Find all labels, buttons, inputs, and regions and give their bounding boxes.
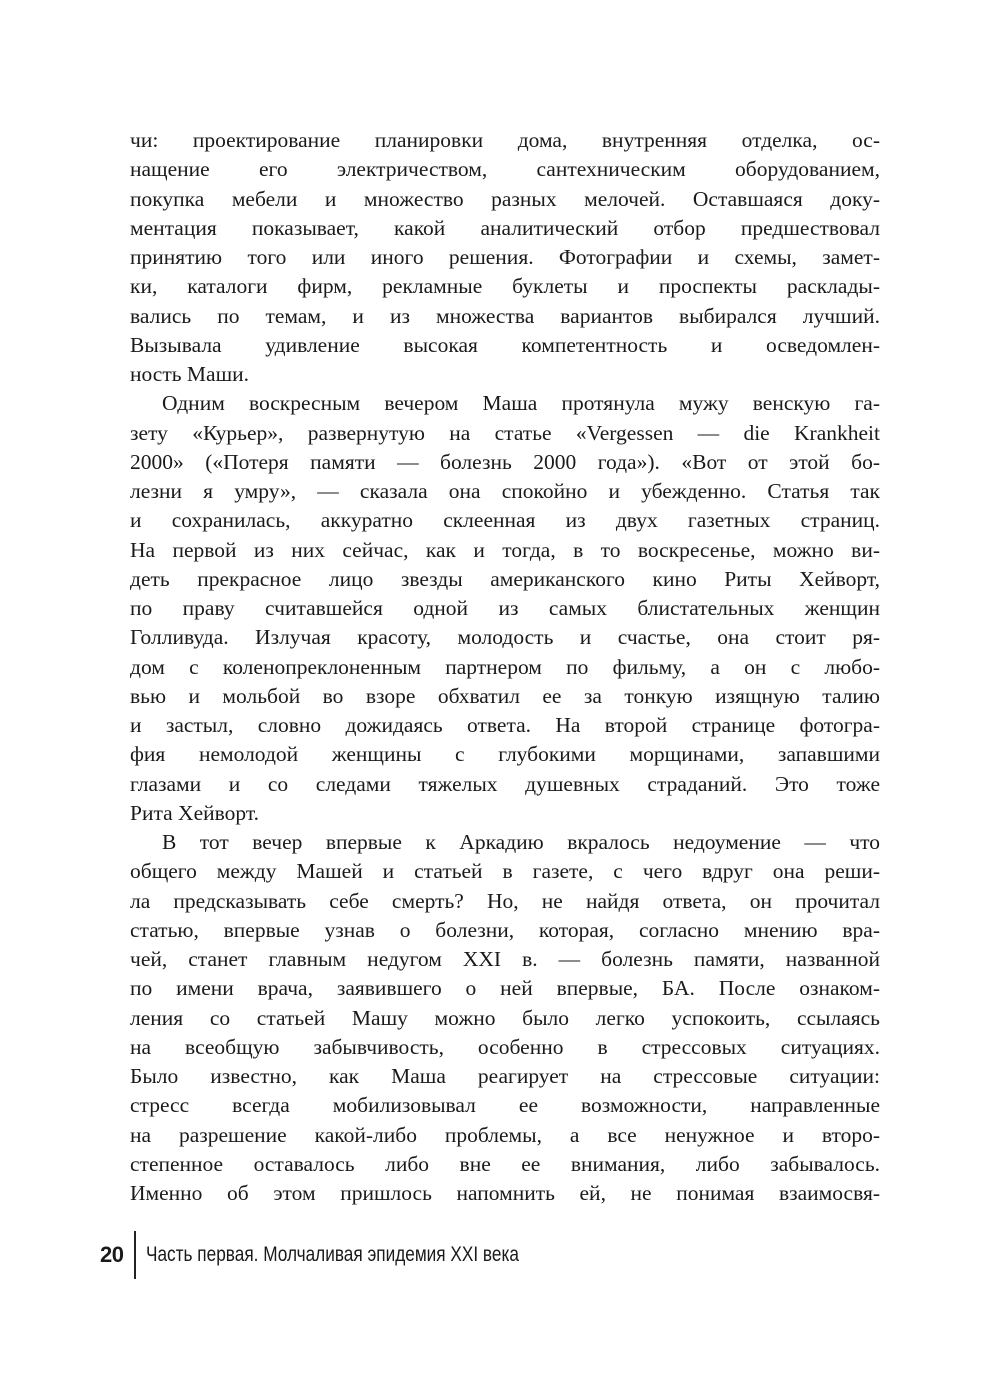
text-line: статью, впервые узнав о болезни, которая, согласно мнению вра- [130,917,880,942]
text-line: по праву считавшейся одной из самых блистательных женщин [130,596,880,620]
page-footer [100,1230,601,1280]
text-line: Вызывала удивление высокая компетентность и осведомлен- [130,332,880,357]
text-line: На первой из них сейчас, как и тогда, в то воскресенье, можно ви- [130,537,880,562]
text-line: фия немолодой женщины с глубокими морщинами, запавшими [130,742,880,767]
text-line: на разрешение какой-либо проблемы, а все ненужное и второ- [130,1122,880,1147]
text-line: зету «Курьер», развернутую на статье «Vergessen — die Krankheit [130,420,880,445]
page-number: 20 [100,1242,124,1267]
text-line: чей, станет главным недугом XXI в. — болезнь памяти, названной [130,947,880,971]
text-line: глазами и со следами тяжелых душевных страданий. Это тоже [130,771,880,796]
text-line: вью и мольбой во взоре обхватил ее за тонкую изящную талию [130,683,880,708]
text-line: В тот вечер впервые к Аркадию вкралось недоумение — что [162,830,880,854]
text-line: и сохранилась, аккуратно склеенная из двух газетных страниц. [130,508,880,533]
text-line: стресс всегда мобилизовывал ее возможности, направленные [130,1093,880,1118]
text-line: Было известно, как Маша реагирует на стрессовые ситуации: [130,1064,880,1088]
text-line: лезни я умру», — сказала она спокойно и убежденно. Статья так [130,479,880,503]
text-line: деть прекрасное лицо звезды американского кино Риты Хейворт, [130,566,880,591]
text-line: нащение его электричеством, сантехническим оборудованием, [130,157,880,182]
text-line: по имени врача, заявившего о ней впервые, БА. После ознаком- [130,976,880,1001]
text-line: ления со статьей Машу можно было легко успокоить, ссылаясь [130,1005,880,1030]
text-line: Голливуда. Излучая красоту, молодость и счастье, она стоит ря- [130,625,880,650]
text-line: принятию того или иного решения. Фотографии и схемы, замет- [130,245,880,269]
text-line: ность Маши. [130,362,250,386]
text-line: на всеобщую забывчивость, особенно в стрессовых ситуациях. [130,1034,880,1059]
text-line: степенное оставалось либо вне ее внимания, либо забывалось. [130,1151,880,1176]
body-text [130,126,880,1208]
footer-divider [134,1231,136,1279]
text-line: вались по темам, и из множества вариантов выбирался лучший. [130,303,880,328]
text-line: Рита Хейворт. [130,800,259,825]
text-line: Одним воскресным вечером Маша протянула мужу венскую га- [162,391,880,416]
text-line: общего между Машей и статьей в газете, с чего вдруг она реши- [130,859,880,884]
text-line: дом с коленопреклоненным партнером по фильму, а он с любо- [130,654,880,679]
text-line: чи: проектирование планировки дома, внутренняя отделка, ос- [130,128,880,152]
text-line: ментация показывает, какой аналитический отбор предшествовал [130,215,880,240]
text-line: Именно об этом пришлось напомнить ей, не понимая взаимосвя- [130,1181,880,1205]
text-line: ки, каталоги фирм, рекламные буклеты и проспекты расклады- [130,274,880,299]
text-line: ла предсказывать себе смерть? Но, не найдя ответа, он прочитал [130,888,880,913]
text-line: покупка мебели и множество разных мелочей. Оставшаяся доку- [130,186,880,211]
running-title: Часть первая. Молчаливая эпидемия XXI века [146,1243,520,1266]
text-line: и застыл, словно дожидаясь ответа. На второй странице фотогра- [130,713,880,737]
text-line: 2000» («Потеря памяти — болезнь 2000 года»). «Вот от этой бо- [130,449,880,474]
